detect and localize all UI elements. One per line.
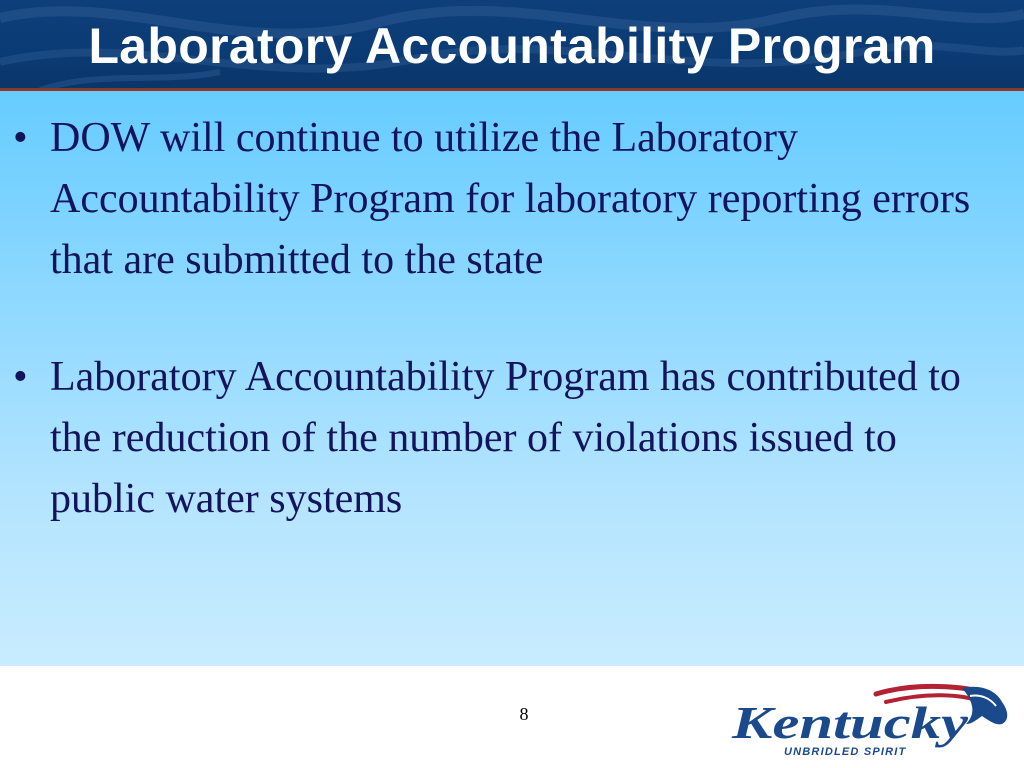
bullet-item bbox=[0, 108, 1000, 291]
bullet-text: DOW will continue to utilize the Laboratory Accountability Program for laboratory reporting errors that are submitted to the state bbox=[50, 115, 971, 283]
slide-title: Laboratory Accountability Program bbox=[88, 18, 936, 74]
title-bar bbox=[0, 0, 1024, 90]
page-number: 8 bbox=[519, 704, 529, 724]
bullet-item bbox=[0, 347, 1000, 530]
logo-wordmark: Kentucky bbox=[730, 697, 969, 748]
bullet-list bbox=[0, 108, 1000, 586]
kentucky-logo bbox=[726, 680, 1016, 760]
bullet-text: Laboratory Accountability Program has contributed to the reduction of the number of violations issued to public water systems bbox=[50, 354, 961, 522]
bullet-dot-icon: • bbox=[13, 354, 28, 400]
logo-tagline: UNBRIDLED SPIRIT bbox=[784, 746, 907, 758]
bullet-dot-icon: • bbox=[13, 115, 28, 161]
